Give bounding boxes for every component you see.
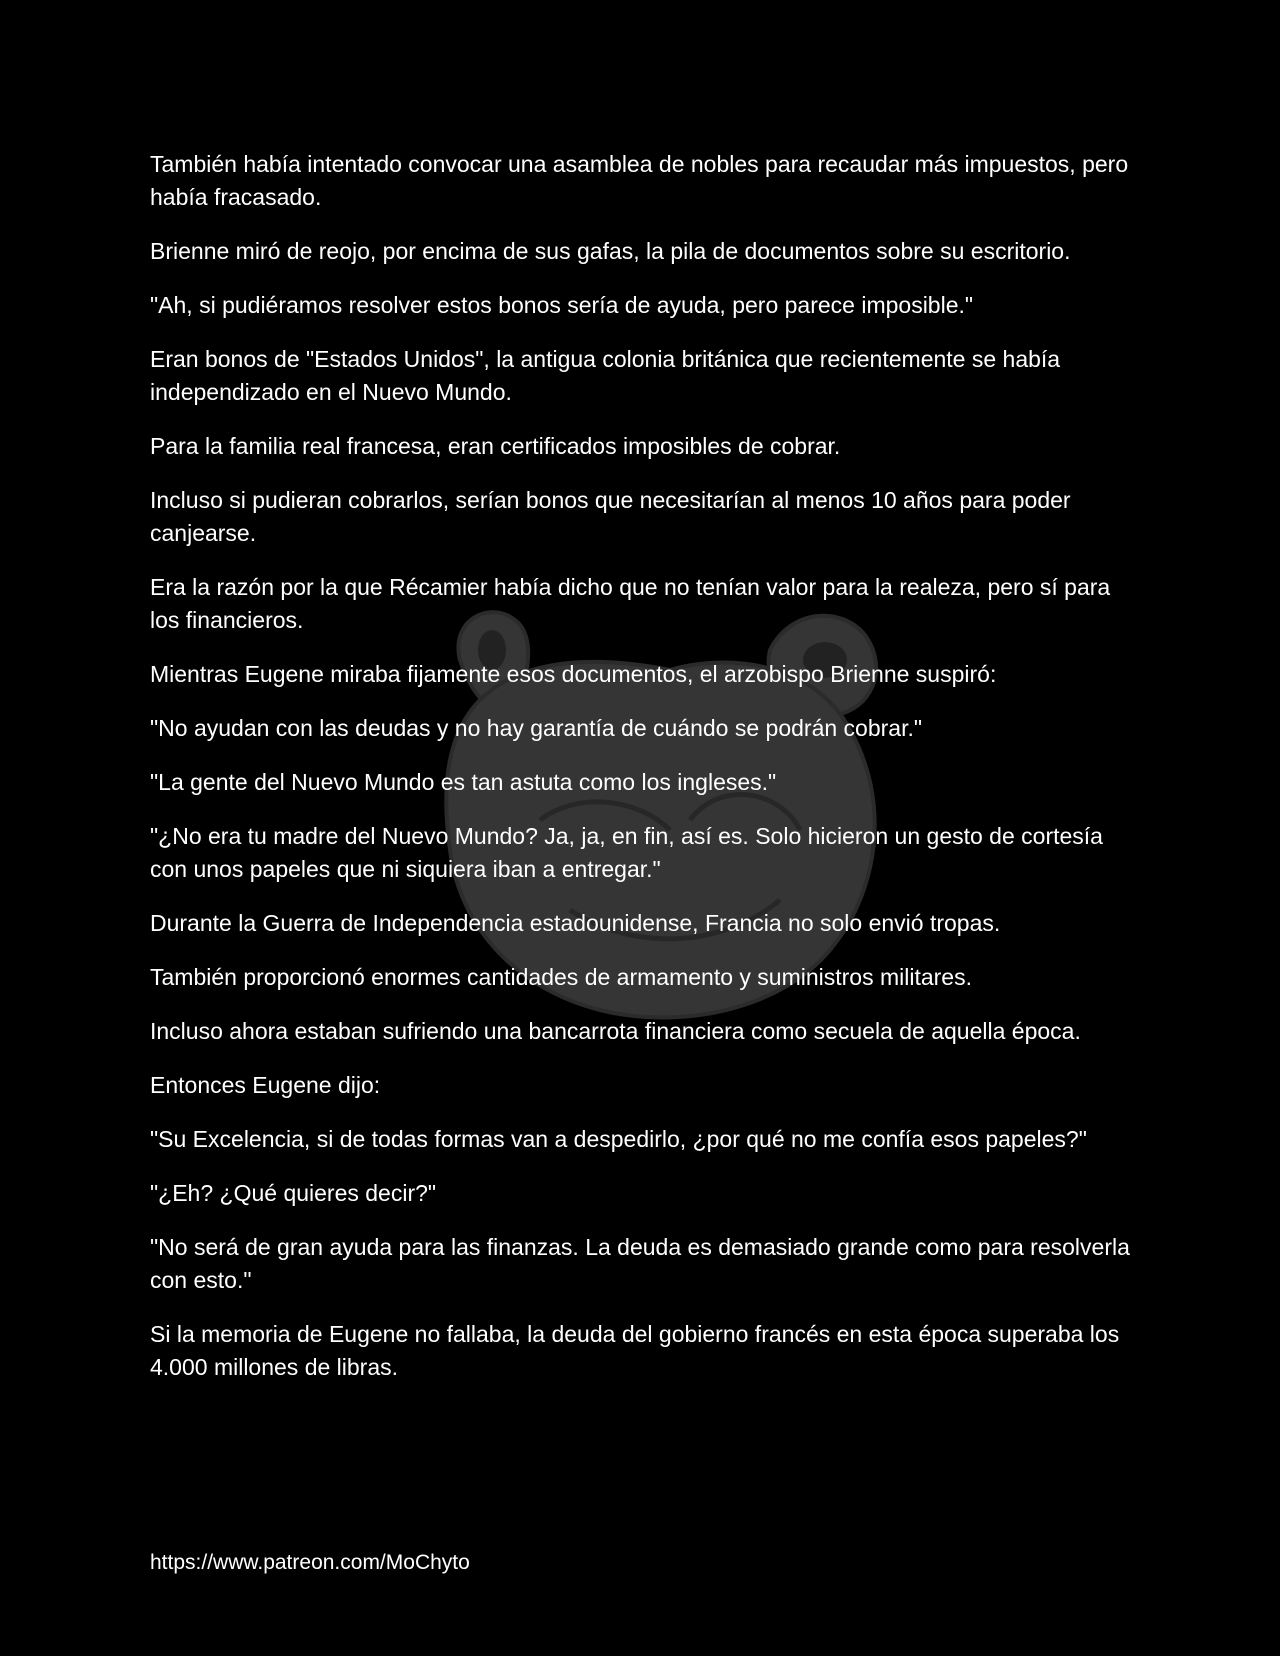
paragraph: "¿No era tu madre del Nuevo Mundo? Ja, ja, en fin, así es. Solo hicieron un gesto de cortesía con unos papeles que ni siquiera iban a entregar." (150, 823, 1103, 882)
paragraph: "No será de gran ayuda para las finanzas. La deuda es demasiado grande como para resolverla con esto." (150, 1234, 1130, 1293)
paragraph: Para la familia real francesa, eran certificados imposibles de cobrar. (150, 433, 841, 459)
paragraph: "Su Excelencia, si de todas formas van a despedirlo, ¿por qué no me confía esos papeles?" (150, 1126, 1087, 1152)
paragraph: También había intentado convocar una asamblea de nobles para recaudar más impuestos, pero había fracasado. (150, 151, 1129, 210)
paragraph: Si la memoria de Eugene no fallaba, la deuda del gobierno francés en esta época superaba los 4.000 millones de libras. (150, 1321, 1120, 1380)
paragraph: "La gente del Nuevo Mundo es tan astuta como los ingleses." (150, 769, 777, 795)
paragraph: Incluso ahora estaban sufriendo una bancarrota financiera como secuela de aquella época. (150, 1018, 1081, 1044)
paragraph: Entonces Eugene dijo: (150, 1072, 381, 1098)
paragraph: Brienne miró de reojo, por encima de sus gafas, la pila de documentos sobre su escritorio. (150, 238, 1071, 264)
paragraph: Incluso si pudieran cobrarlos, serían bonos que necesitarían al menos 10 años para poder canjearse. (150, 487, 1071, 546)
paragraph: También proporcionó enormes cantidades de armamento y suministros militares. (150, 964, 972, 990)
paragraph: "No ayudan con las deudas y no hay garantía de cuándo se podrán cobrar." (150, 715, 923, 741)
paragraph: Mientras Eugene miraba fijamente esos documentos, el arzobispo Brienne suspiró: (150, 661, 997, 687)
paragraph: Era la razón por la que Récamier había dicho que no tenían valor para la realeza, pero sí para los financieros. (150, 574, 1111, 633)
paragraph: "¿Eh? ¿Qué quieres decir?" (150, 1180, 437, 1206)
paragraph: "Ah, si pudiéramos resolver estos bonos sería de ayuda, pero parece imposible." (150, 292, 974, 318)
paragraph: Eran bonos de "Estados Unidos", la antigua colonia británica que recientemente se había independizado en el Nuevo Mundo. (150, 346, 1061, 405)
patreon-link[interactable]: https://www.patreon.com/MoChyto (150, 1551, 470, 1574)
document-body (150, 148, 1130, 1405)
paragraph: Durante la Guerra de Independencia estadounidense, Francia no solo envió tropas. (150, 910, 1001, 936)
